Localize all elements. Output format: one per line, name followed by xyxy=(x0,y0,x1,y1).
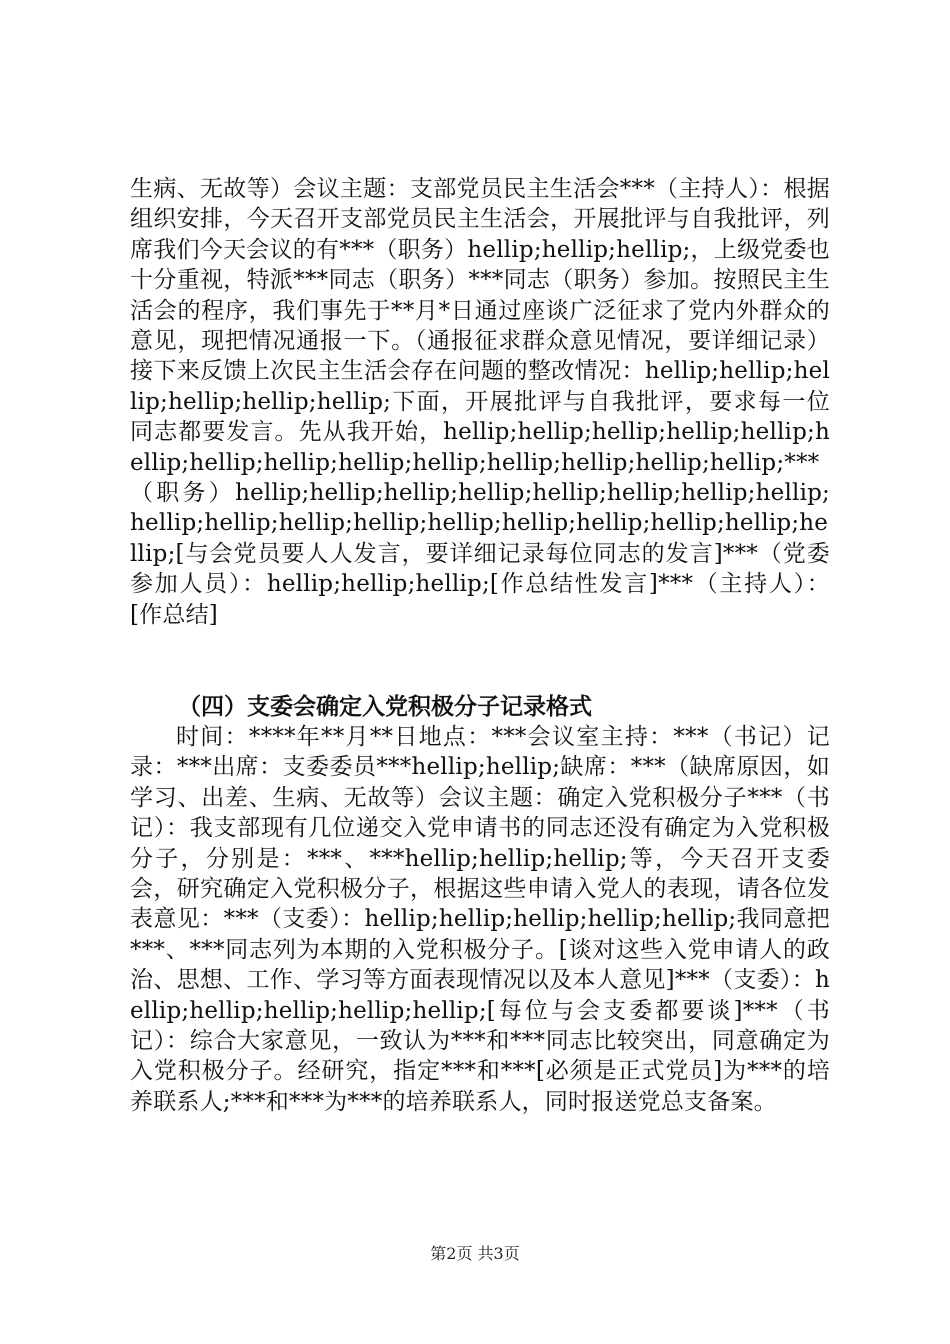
body-paragraph-democratic-life-meeting: 生病、无故等）会议主题：支部党员民主生活会***（主持人）：根据组织安排，今天召开支部党员民主生活会，开展批评与自我批评，列席我们今天会议的有***（职务）hellip;hellip;hellip;，上级党委也十分重视，特派***同志（职务）***同志（职务）参加。按照民主生活会的程序，我们事先于**月*日通过座谈广泛征求了党内外群众的意见，现把情况通报一下。（通报征求群众意见情况，要详细记录）接下来反馈上次民主生活会存在问题的整改情况：hellip;hellip;hellip;hellip;hellip;hellip;下面，开展批评与自我批评，要求每一位同志都要发言。先从我开始，hellip;hellip;hellip;hellip;hellip;hellip;hellip;hellip;hellip;hellip;hellip;hellip;hellip;hellip;***（职务）hellip;hellip;hellip;hellip;hellip;hellip;hellip;hellip;hellip;hellip;hellip;hellip;hellip;hellip;hellip;hellip;hellip;hellip;[与会党员要人人发言，要详细记录每位同志的发言]***（党委参加人员）：hellip;hellip;hellip;[作总结性发言]***（主持人）：[作总结] xyxy=(130,176,830,628)
section-heading: （四）支委会确定入党积极分子记录格式 xyxy=(178,694,592,720)
page-footer: 第2页 共3页 xyxy=(430,1244,520,1263)
body-paragraph-activist-record-format: 时间：****年**月**日地点：***会议室主持：***（书记）记录：***出席：支委委员***hellip;hellip;缺席：***（缺席原因，如学习、出差、生病、无故等）会议主题：确定入党积极分子***（书记）：我支部现有几位递交入党申请书的同志还没有确定为入党积极分子，分别是：***、***hellip;hellip;hellip;等，今天召开支委会，研究确定入党积极分子，根据这些申请入党人的表现，请各位发表意见：***（支委）：hellip;hellip;hellip;hellip;hellip;我同意把***、***同志列为本期的入党积极分子。[谈对这些入党申请人的政治、思想、工作、学习等方面表现情况以及本人意见]***（支委）：hellip;hellip;hellip;hellip;hellip;[每位与会支委都要谈]***（书记）：综合大家意见，一致认为***和***同志比较突出，同意确定为入党积极分子。经研究，指定***和***[必须是正式党员]为***的培养联系人;***和***为***的培养联系人，同时报送党总支备案。 xyxy=(130,724,830,1115)
